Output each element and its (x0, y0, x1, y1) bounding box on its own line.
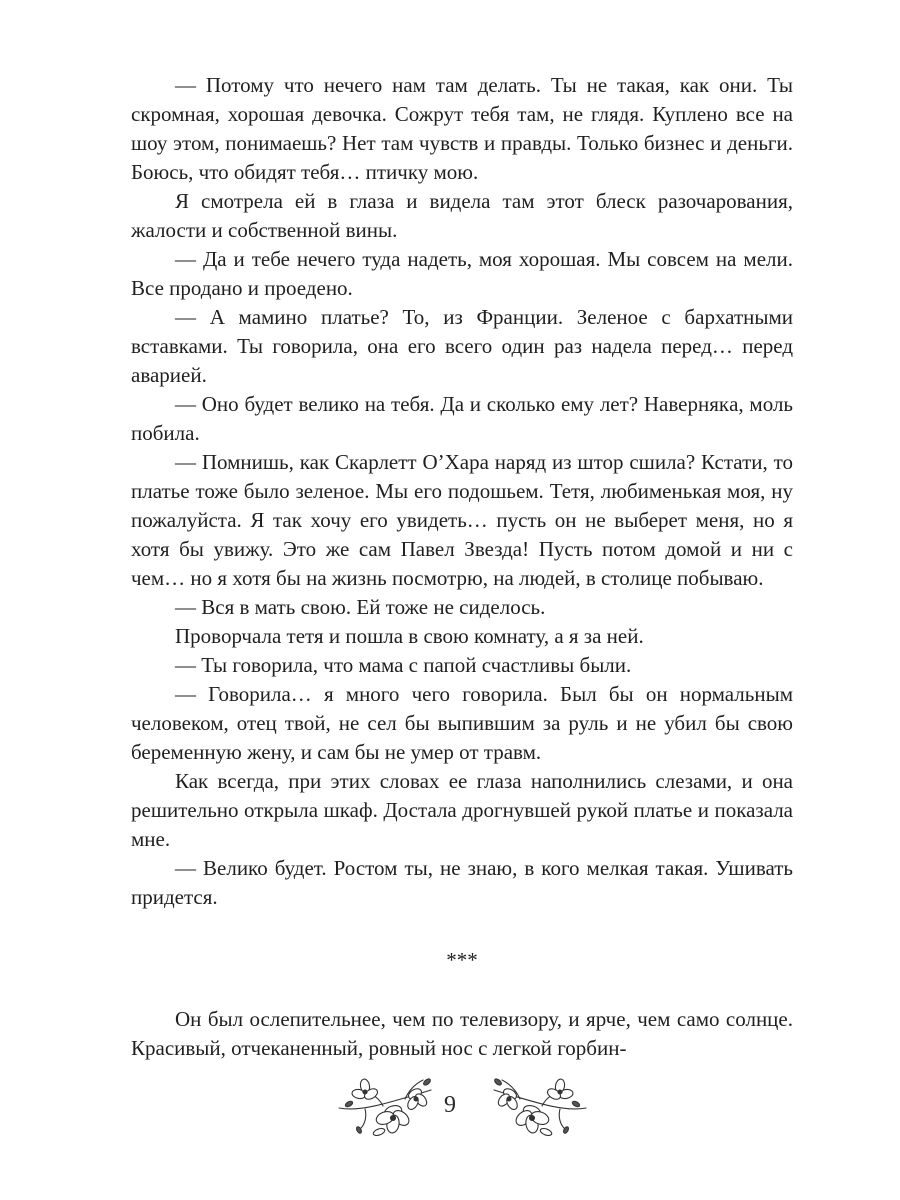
magnolia-branch-icon (335, 1068, 435, 1140)
paragraph: — Потому что нечего нам там делать. Ты не такая, как они. Ты скромная, хорошая девочка. Сожрут тебя там, не глядя. Куплено все на шоу этом, понимаешь? Нет там чувств и правды. Только бизнес и деньги. Боюсь, что обидят тебя… птичку мою. (131, 73, 793, 184)
paragraph: Я смотрела ей в глаза и видела там этот блеск разочарования, жалости и собственной вины. (131, 189, 793, 242)
paragraph: — А мамино платье? То, из Франции. Зеленое с бархатными вставками. Ты говорила, она его всего один раз надела перед… перед аварией. (131, 305, 793, 387)
paragraph: — Говорила… я много чего говорила. Был бы он нормальным человеком, отец твой, не сел бы выпившим за руль и не убил бы свою беременную жену, и сам бы не умер от травм. (131, 682, 793, 764)
paragraph: — Ты говорила, что мама с папой счастливы были. (175, 653, 632, 677)
paragraph: — Оно будет велико на тебя. Да и сколько ему лет? Навернякa, моль побила. (131, 392, 793, 445)
paragraph: Проворчала тетя и пошла в свою комнату, а я за ней. (175, 624, 644, 648)
paragraph: — Да и тебе нечего туда надеть, моя хорошая. Мы совсем на мели. Все продано и проедено. (131, 247, 793, 300)
page-footer (0, 1068, 900, 1148)
paragraph: — Велико будет. Ростом ты, не знаю, в кого мелкая такая. Ушивать придется. (131, 856, 793, 909)
magnolia-branch-icon (490, 1068, 590, 1140)
paragraph: Как всегда, при этих словах ее глаза наполнились слезами, и она решительно открыла шкаф. Достала дрогнувшей рукой платье и показала мне. (131, 769, 793, 851)
paragraph: Он был ослепительнее, чем по телевизору, и ярче, чем само солнце. Красивый, отчеканенный, ровный нос с легкой горбин- (131, 1007, 793, 1060)
page-number: 9 (444, 1092, 456, 1118)
paragraph: — Помнишь, как Скарлетт О’Хара наряд из штор сшила? Кстати, то платье тоже было зеленое. Мы его подошьем. Тетя, любименькая моя, ну пожалуйста. Я так хочу его увидеть… пусть он не выберет меня, но я хотя бы увижу. Это же сам Павел Звезда! Пусть потом домой и ни с чем… но я хотя бы на жизнь посмотрю, на людей, в столице побываю. (131, 450, 793, 590)
text-block (131, 71, 793, 1063)
section-separator: *** (446, 948, 478, 972)
paragraph: — Вся в мать свою. Ей тоже не сиделось. (175, 595, 546, 619)
